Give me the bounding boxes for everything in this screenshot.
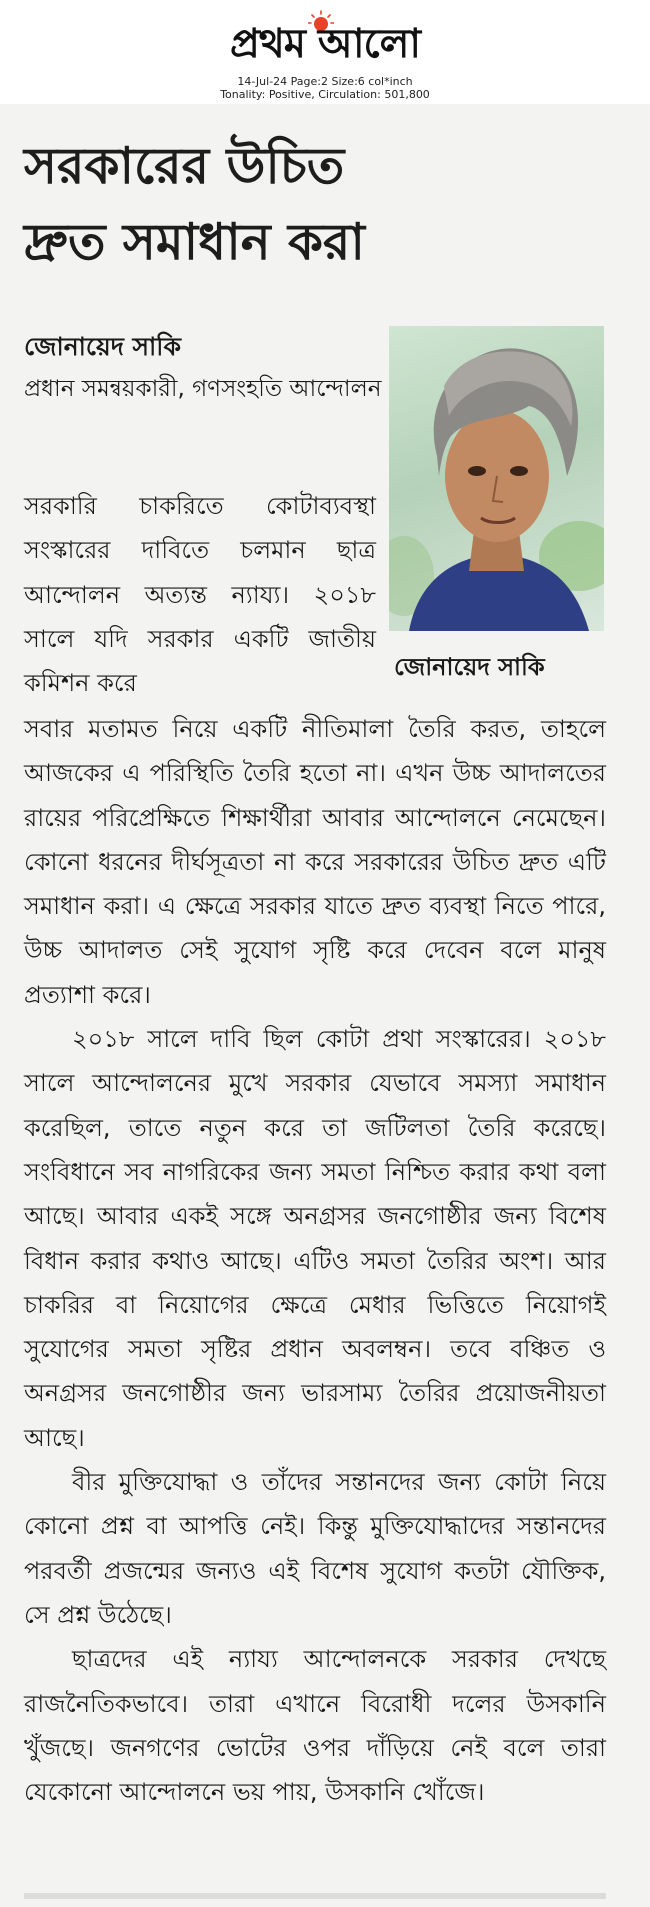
author-role: প্রধান সমন্বয়কারী, গণসংহতি আন্দোলন [24,376,382,402]
headline-line-2: দ্রুত সমাধান করা [24,213,365,271]
author-name: জোনায়েদ সাকি [24,332,181,361]
clipping-meta-date: 14-Jul-24 Page:2 Size:6 col*inch [237,75,413,88]
paragraph-3: বীর মুক্তিযোদ্ধা ও তাঁদের সন্তানদের জন্য কোটা নিয়ে কোনো প্রশ্ন বা আপত্তি নেই। কিন্তু মুক্তিযোদ্ধাদের সন্তানদের পরবর্তী প্রজন্মের জন্যও এই বিশেষ সুযোগ কতটা যৌক্তিক, সে প্রশ্ন উঠেছে। [24,1468,606,1629]
paragraph-4: ছাত্রদের এই ন্যায্য আন্দোলনকে সরকার দেখছে রাজনৈতিকভাবে। তারা এখানে বিরোধী দলের উসকানি খুঁজছে। জনগণের ভোটের ওপর দাঁড়িয়ে নেই বলে তারা যেকোনো আন্দোলনে ভয় পায়, উসকানি খোঁজে। [24,1645,606,1807]
bottom-divider [24,1893,606,1899]
article-headline [24,128,584,280]
author-photo [389,326,604,631]
clipping-meta-tonality: Tonality: Positive, Circulation: 501,800 [220,88,430,101]
portrait-illustration [389,326,604,631]
photo-caption: জোনায়েদ সাকি [394,653,545,681]
intro-paragraph: সরকারি চাকরিতে কোটাব্যবস্থা সংস্কারের দাবিতে চলমান ছাত্র আন্দোলন অত্যন্ত ন্যায্য। ২০১৮ সালে যদি সরকার একটি জাতীয় কমিশন করে [24,492,376,698]
paragraph-1-continued: সবার মতামত নিয়ে একটি নীতিমালা তৈরি করত, তাহলে আজকের এ পরিস্থিতি তৈরি হতো না। এখন উচ্চ আদালতের রায়ের পরিপ্রেক্ষিতে শিক্ষার্থীরা আবার আন্দোলনে নেমেছেন। কোনো ধরনের দীর্ঘসূত্রতা না করে সরকারের উচিত দ্রুত এটি সমাধান করা। এ ক্ষেত্রে সরকার যাতে দ্রুত ব্যবস্থা নিতে পারে, উচ্চ আদালত সেই সুযোগ সৃষ্টি করে দেবেন বলে মানুষ প্রত্যাশা করে। [24,715,606,1009]
logo-wordmark: প্রথম আলো [229,21,421,67]
masthead [0,0,650,104]
paragraph-2: ২০১৮ সালে দাবি ছিল কোটা প্রথা সংস্কারের। ২০১৮ সালে আন্দোলনের মুখে সরকার যেভাবে সমস্যা সমাধান করেছিল, তাতে নতুন করে তা জটিলতা তৈরি করেছে। সংবিধানে সব নাগরিকের জন্য সমতা নিশ্চিত করার কথা বলা আছে। আবার একই সঙ্গে অনগ্রসর জনগোষ্ঠীর জন্য বিশেষ বিধান করার কথাও আছে। এটিও সমতা তৈরির অংশ। আর চাকরির বা নিয়োগের ক্ষেত্রে মেধার ভিত্তিতে নিয়োগই সুযোগের সমতা সৃষ্টির প্রধান অবলম্বন। তবে বঞ্চিত ও অনগ্রসর জনগোষ্ঠীর জন্য ভারসাম্য তৈরির প্রয়োজনীয়তা আছে। [24,1025,606,1452]
article-body [24,707,606,1814]
newspaper-logo [190,4,460,66]
headline-line-1: সরকারের উচিত [24,137,345,195]
